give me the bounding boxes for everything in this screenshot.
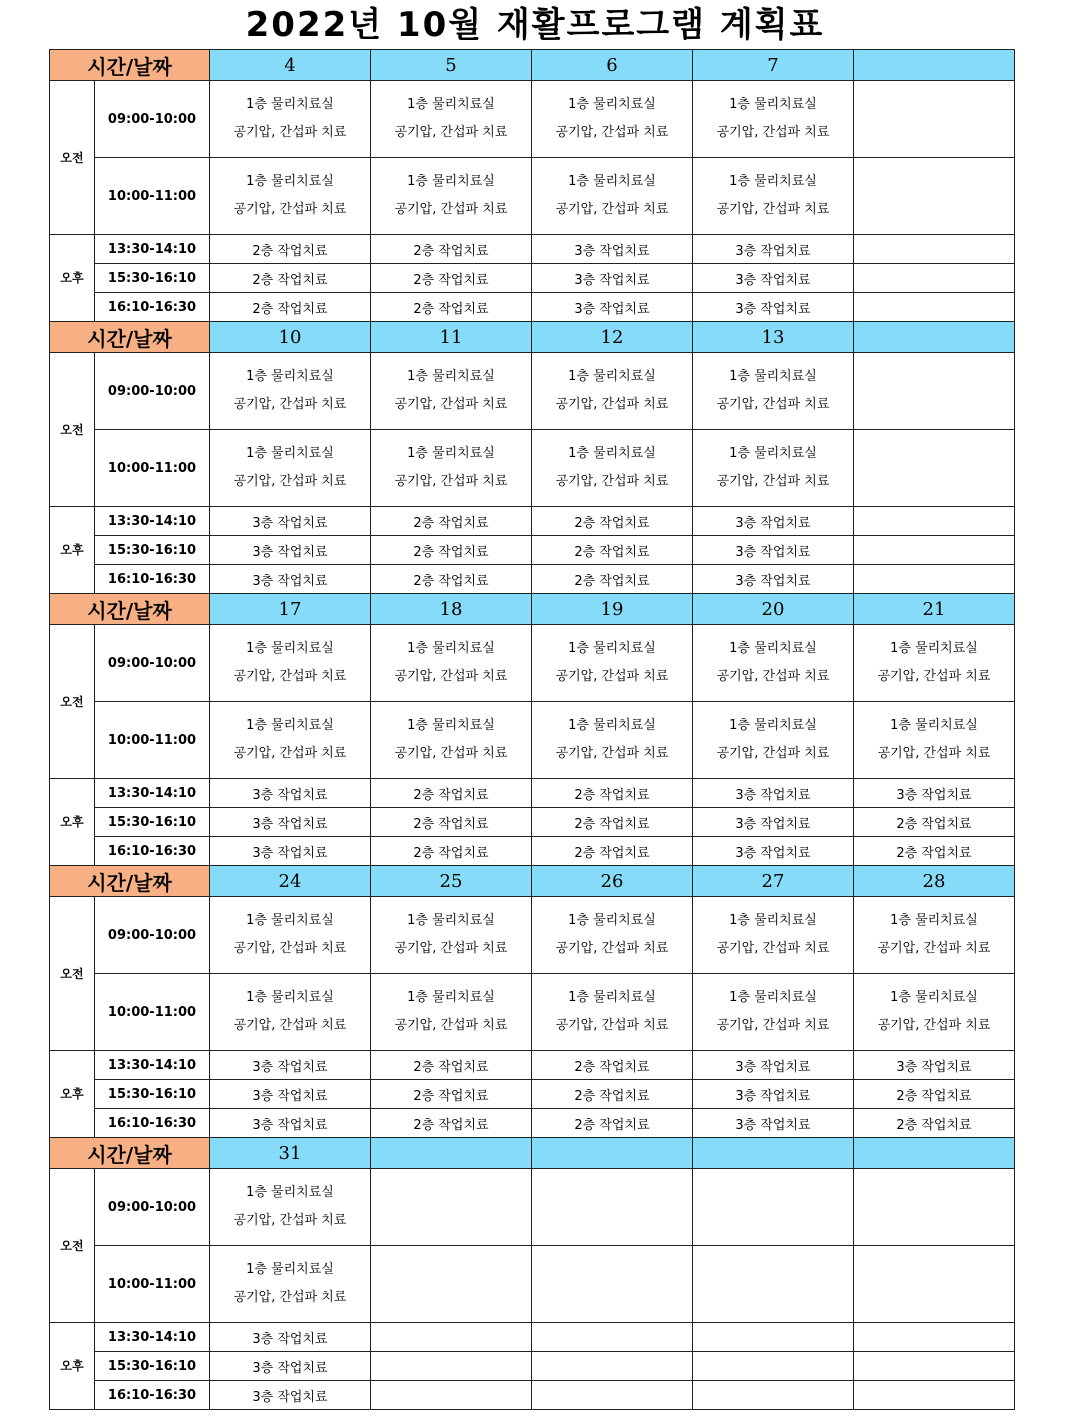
time-slot: 15:30-16:10 [95, 536, 210, 565]
therapy-type: 공기압, 간섭파 치료 [555, 1018, 669, 1033]
therapy-location: 1층 물리치료실 [246, 446, 334, 461]
therapy-location: 1층 물리치료실 [246, 718, 334, 733]
therapy-location: 1층 물리치료실 [729, 641, 817, 656]
date-header: 24 [210, 866, 371, 897]
am-row [50, 897, 1015, 974]
time-slot: 09:00-10:00 [95, 353, 210, 430]
time-slot: 10:00-11:00 [95, 158, 210, 235]
empty-cell [693, 1352, 854, 1381]
therapy-cell: 3층 작업치료 [210, 1381, 371, 1410]
week-header-row [50, 322, 1015, 353]
date-header: 20 [693, 594, 854, 625]
therapy-cell [371, 974, 532, 1051]
empty-cell [854, 507, 1015, 536]
therapy-cell: 2층 작업치료 [371, 1109, 532, 1138]
therapy-cell: 3층 작업치료 [210, 1323, 371, 1352]
therapy-cell: 2층 작업치료 [371, 1051, 532, 1080]
therapy-type: 공기압, 간섭파 치료 [716, 669, 830, 684]
therapy-cell: 2층 작업치료 [532, 507, 693, 536]
therapy-cell [371, 430, 532, 507]
therapy-cell: 3층 작업치료 [210, 808, 371, 837]
therapy-cell: 2층 작업치료 [371, 1080, 532, 1109]
period-am: 오전 [50, 897, 95, 1051]
therapy-cell: 3층 작업치료 [854, 779, 1015, 808]
therapy-cell: 3층 작업치료 [210, 1109, 371, 1138]
therapy-type: 공기압, 간섭파 치료 [716, 125, 830, 140]
am-row [50, 625, 1015, 702]
time-slot: 16:10-16:30 [95, 1109, 210, 1138]
time-slot: 15:30-16:10 [95, 1352, 210, 1381]
am-row [50, 1246, 1015, 1323]
therapy-cell [210, 1169, 371, 1246]
therapy-cell: 2층 작업치료 [371, 536, 532, 565]
therapy-cell: 2층 작업치료 [532, 1109, 693, 1138]
empty-cell [693, 1323, 854, 1352]
time-slot: 09:00-10:00 [95, 1169, 210, 1246]
therapy-type: 공기압, 간섭파 치료 [716, 746, 830, 761]
date-header [854, 50, 1015, 81]
therapy-cell: 2층 작업치료 [371, 837, 532, 866]
time-slot: 10:00-11:00 [95, 430, 210, 507]
therapy-location: 1층 물리치료실 [246, 174, 334, 189]
therapy-cell: 2층 작업치료 [532, 1080, 693, 1109]
therapy-cell: 2층 작업치료 [371, 565, 532, 594]
period-am: 오전 [50, 1169, 95, 1323]
date-header: 18 [371, 594, 532, 625]
therapy-cell [693, 158, 854, 235]
am-row [50, 430, 1015, 507]
therapy-cell: 3층 작업치료 [532, 235, 693, 264]
therapy-type: 공기압, 간섭파 치료 [233, 1213, 347, 1228]
header-label: 시간/날짜 [50, 322, 210, 353]
therapy-type: 공기압, 간섭파 치료 [716, 941, 830, 956]
therapy-type: 공기압, 간섭파 치료 [877, 941, 991, 956]
time-slot: 16:10-16:30 [95, 1381, 210, 1410]
therapy-location: 1층 물리치료실 [246, 913, 334, 928]
date-header [854, 1138, 1015, 1169]
therapy-location: 1층 물리치료실 [568, 97, 656, 112]
time-slot: 15:30-16:10 [95, 1080, 210, 1109]
therapy-type: 공기압, 간섭파 치료 [877, 1018, 991, 1033]
time-slot: 13:30-14:10 [95, 235, 210, 264]
therapy-cell [210, 974, 371, 1051]
therapy-cell: 3층 작업치료 [693, 1109, 854, 1138]
therapy-cell: 3층 작업치료 [854, 1051, 1015, 1080]
therapy-type: 공기압, 간섭파 치료 [877, 746, 991, 761]
time-slot: 10:00-11:00 [95, 1246, 210, 1323]
empty-cell [532, 1169, 693, 1246]
empty-cell [854, 1169, 1015, 1246]
therapy-type: 공기압, 간섭파 치료 [233, 1290, 347, 1305]
empty-cell [532, 1381, 693, 1410]
therapy-cell [210, 158, 371, 235]
therapy-cell [371, 625, 532, 702]
empty-cell [854, 1323, 1015, 1352]
therapy-location: 1층 물리치료실 [729, 174, 817, 189]
therapy-location: 1층 물리치료실 [407, 174, 495, 189]
therapy-cell [210, 81, 371, 158]
therapy-location: 1층 물리치료실 [407, 446, 495, 461]
pm-row [50, 293, 1015, 322]
therapy-cell [532, 702, 693, 779]
therapy-location: 1층 물리치료실 [890, 990, 978, 1005]
therapy-type: 공기압, 간섭파 치료 [394, 125, 508, 140]
empty-cell [854, 293, 1015, 322]
therapy-cell: 2층 작업치료 [371, 264, 532, 293]
therapy-cell [854, 897, 1015, 974]
therapy-type: 공기압, 간섭파 치료 [555, 669, 669, 684]
therapy-cell: 2층 작업치료 [854, 1109, 1015, 1138]
empty-cell [854, 158, 1015, 235]
date-header: 19 [532, 594, 693, 625]
week-header-row [50, 594, 1015, 625]
therapy-location: 1층 물리치료실 [246, 1262, 334, 1277]
therapy-cell [532, 430, 693, 507]
time-slot: 09:00-10:00 [95, 81, 210, 158]
therapy-cell: 2층 작업치료 [210, 264, 371, 293]
therapy-cell: 3층 작업치료 [693, 808, 854, 837]
date-header [854, 322, 1015, 353]
date-header: 13 [693, 322, 854, 353]
therapy-location: 1층 물리치료실 [246, 97, 334, 112]
pm-row [50, 507, 1015, 536]
empty-cell [854, 565, 1015, 594]
therapy-cell [371, 81, 532, 158]
empty-cell [532, 1352, 693, 1381]
header-label: 시간/날짜 [50, 1138, 210, 1169]
period-pm: 오후 [50, 507, 95, 594]
therapy-cell [532, 625, 693, 702]
therapy-location: 1층 물리치료실 [407, 990, 495, 1005]
therapy-location: 1층 물리치료실 [729, 913, 817, 928]
pm-row [50, 837, 1015, 866]
time-slot: 13:30-14:10 [95, 1323, 210, 1352]
date-header: 26 [532, 866, 693, 897]
therapy-cell: 3층 작업치료 [210, 507, 371, 536]
date-header: 17 [210, 594, 371, 625]
therapy-location: 1층 물리치료실 [729, 990, 817, 1005]
empty-cell [371, 1381, 532, 1410]
period-am: 오전 [50, 81, 95, 235]
therapy-cell: 2층 작업치료 [371, 293, 532, 322]
date-header: 28 [854, 866, 1015, 897]
therapy-location: 1층 물리치료실 [729, 369, 817, 384]
empty-cell [371, 1169, 532, 1246]
time-slot: 15:30-16:10 [95, 808, 210, 837]
am-row [50, 1169, 1015, 1246]
therapy-cell [532, 158, 693, 235]
therapy-type: 공기압, 간섭파 치료 [233, 1018, 347, 1033]
therapy-type: 공기압, 간섭파 치료 [394, 397, 508, 412]
therapy-cell: 2층 작업치료 [532, 779, 693, 808]
therapy-cell [693, 353, 854, 430]
therapy-location: 1층 물리치료실 [568, 718, 656, 733]
time-slot: 10:00-11:00 [95, 702, 210, 779]
therapy-location: 1층 물리치료실 [890, 641, 978, 656]
therapy-cell: 3층 작업치료 [693, 565, 854, 594]
period-pm: 오후 [50, 779, 95, 866]
therapy-location: 1층 물리치료실 [407, 913, 495, 928]
empty-cell [693, 1381, 854, 1410]
therapy-cell: 2층 작업치료 [371, 779, 532, 808]
therapy-location: 1층 물리치료실 [568, 641, 656, 656]
therapy-cell [532, 897, 693, 974]
therapy-location: 1층 물리치료실 [890, 718, 978, 733]
therapy-cell: 3층 작업치료 [210, 565, 371, 594]
empty-cell [854, 264, 1015, 293]
empty-cell [532, 1323, 693, 1352]
period-pm: 오후 [50, 235, 95, 322]
therapy-type: 공기압, 간섭파 치료 [394, 941, 508, 956]
empty-cell [854, 353, 1015, 430]
date-header [532, 1138, 693, 1169]
therapy-cell: 3층 작업치료 [693, 1080, 854, 1109]
therapy-cell: 2층 작업치료 [854, 1080, 1015, 1109]
therapy-cell: 3층 작업치료 [210, 1080, 371, 1109]
therapy-cell [693, 625, 854, 702]
therapy-cell [371, 702, 532, 779]
therapy-type: 공기압, 간섭파 치료 [394, 1018, 508, 1033]
header-label: 시간/날짜 [50, 866, 210, 897]
therapy-cell [854, 974, 1015, 1051]
therapy-type: 공기압, 간섭파 치료 [394, 669, 508, 684]
therapy-location: 1층 물리치료실 [407, 369, 495, 384]
empty-cell [693, 1246, 854, 1323]
date-header [371, 1138, 532, 1169]
pm-row [50, 1080, 1015, 1109]
therapy-type: 공기압, 간섭파 치료 [877, 669, 991, 684]
period-am: 오전 [50, 353, 95, 507]
time-slot: 15:30-16:10 [95, 264, 210, 293]
therapy-cell: 2층 작업치료 [854, 837, 1015, 866]
therapy-type: 공기압, 간섭파 치료 [555, 941, 669, 956]
therapy-cell: 2층 작업치료 [210, 235, 371, 264]
therapy-cell [210, 897, 371, 974]
pm-row [50, 1323, 1015, 1352]
therapy-type: 공기압, 간섭파 치료 [555, 125, 669, 140]
therapy-cell: 3층 작업치료 [210, 1051, 371, 1080]
therapy-location: 1층 물리치료실 [407, 641, 495, 656]
time-slot: 09:00-10:00 [95, 897, 210, 974]
empty-cell [854, 81, 1015, 158]
therapy-cell: 2층 작업치료 [854, 808, 1015, 837]
therapy-location: 1층 물리치료실 [729, 97, 817, 112]
time-slot: 13:30-14:10 [95, 779, 210, 808]
therapy-cell: 2층 작업치료 [532, 565, 693, 594]
therapy-cell: 2층 작업치료 [532, 536, 693, 565]
time-slot: 13:30-14:10 [95, 1051, 210, 1080]
therapy-cell [693, 897, 854, 974]
empty-cell [854, 1246, 1015, 1323]
therapy-type: 공기압, 간섭파 치료 [233, 746, 347, 761]
therapy-type: 공기압, 간섭파 치료 [233, 669, 347, 684]
time-slot: 09:00-10:00 [95, 625, 210, 702]
therapy-cell: 2층 작업치료 [532, 808, 693, 837]
therapy-type: 공기압, 간섭파 치료 [233, 397, 347, 412]
date-header: 31 [210, 1138, 371, 1169]
therapy-cell [693, 974, 854, 1051]
therapy-cell: 3층 작업치료 [210, 779, 371, 808]
pm-row [50, 1109, 1015, 1138]
therapy-cell [210, 625, 371, 702]
therapy-type: 공기압, 간섭파 치료 [233, 125, 347, 140]
therapy-type: 공기압, 간섭파 치료 [555, 397, 669, 412]
therapy-type: 공기압, 간섭파 치료 [716, 1018, 830, 1033]
therapy-type: 공기압, 간섭파 치료 [716, 202, 830, 217]
empty-cell [371, 1246, 532, 1323]
therapy-cell: 3층 작업치료 [693, 293, 854, 322]
date-header: 21 [854, 594, 1015, 625]
therapy-location: 1층 물리치료실 [407, 97, 495, 112]
therapy-location: 1층 물리치료실 [407, 718, 495, 733]
therapy-cell: 2층 작업치료 [371, 507, 532, 536]
therapy-location: 1층 물리치료실 [568, 369, 656, 384]
am-row [50, 81, 1015, 158]
time-slot: 16:10-16:30 [95, 837, 210, 866]
date-header: 25 [371, 866, 532, 897]
therapy-location: 1층 물리치료실 [568, 446, 656, 461]
therapy-type: 공기압, 간섭파 치료 [233, 941, 347, 956]
therapy-cell [854, 702, 1015, 779]
pm-row [50, 235, 1015, 264]
therapy-cell: 3층 작업치료 [532, 264, 693, 293]
empty-cell [854, 1352, 1015, 1381]
pm-row [50, 536, 1015, 565]
therapy-cell: 3층 작업치료 [693, 264, 854, 293]
therapy-cell: 2층 작업치료 [371, 808, 532, 837]
therapy-type: 공기압, 간섭파 치료 [233, 474, 347, 489]
am-row [50, 702, 1015, 779]
therapy-cell [371, 158, 532, 235]
page-title: 2022년 10월 재활프로그램 계획표 [245, 5, 825, 45]
date-header: 27 [693, 866, 854, 897]
therapy-cell: 3층 작업치료 [210, 536, 371, 565]
date-header: 6 [532, 50, 693, 81]
empty-cell [371, 1352, 532, 1381]
time-slot: 16:10-16:30 [95, 565, 210, 594]
therapy-cell [854, 625, 1015, 702]
therapy-cell: 2층 작업치료 [371, 235, 532, 264]
pm-row [50, 808, 1015, 837]
therapy-cell [693, 430, 854, 507]
pm-row [50, 779, 1015, 808]
date-header: 12 [532, 322, 693, 353]
therapy-cell: 2층 작업치료 [532, 1051, 693, 1080]
therapy-cell: 3층 작업치료 [210, 837, 371, 866]
therapy-cell: 3층 작업치료 [693, 507, 854, 536]
therapy-cell: 3층 작업치료 [210, 1352, 371, 1381]
therapy-cell [693, 81, 854, 158]
week-header-row [50, 866, 1015, 897]
date-header: 11 [371, 322, 532, 353]
therapy-type: 공기압, 간섭파 치료 [555, 202, 669, 217]
therapy-cell: 2층 작업치료 [210, 293, 371, 322]
therapy-location: 1층 물리치료실 [729, 718, 817, 733]
therapy-cell: 3층 작업치료 [693, 837, 854, 866]
therapy-cell: 2층 작업치료 [532, 837, 693, 866]
therapy-cell: 3층 작업치료 [532, 293, 693, 322]
pm-row [50, 264, 1015, 293]
period-pm: 오후 [50, 1323, 95, 1410]
therapy-cell [693, 702, 854, 779]
therapy-cell [210, 702, 371, 779]
therapy-type: 공기압, 간섭파 치료 [233, 202, 347, 217]
therapy-cell [210, 353, 371, 430]
therapy-type: 공기압, 간섭파 치료 [394, 202, 508, 217]
period-am: 오전 [50, 625, 95, 779]
header-label: 시간/날짜 [50, 50, 210, 81]
header-label: 시간/날짜 [50, 594, 210, 625]
therapy-cell [210, 430, 371, 507]
therapy-cell [532, 81, 693, 158]
therapy-cell: 3층 작업치료 [693, 1051, 854, 1080]
therapy-type: 공기압, 간섭파 치료 [555, 746, 669, 761]
week-header-row [50, 1138, 1015, 1169]
pm-row [50, 1381, 1015, 1410]
date-header: 5 [371, 50, 532, 81]
therapy-type: 공기압, 간섭파 치료 [716, 397, 830, 412]
date-header [693, 1138, 854, 1169]
week-header-row [50, 50, 1015, 81]
am-row [50, 158, 1015, 235]
therapy-cell: 3층 작업치료 [693, 779, 854, 808]
date-header: 4 [210, 50, 371, 81]
therapy-location: 1층 물리치료실 [568, 990, 656, 1005]
date-header: 7 [693, 50, 854, 81]
therapy-cell [371, 353, 532, 430]
pm-row [50, 1352, 1015, 1381]
therapy-cell [532, 974, 693, 1051]
empty-cell [854, 235, 1015, 264]
empty-cell [371, 1323, 532, 1352]
empty-cell [854, 430, 1015, 507]
therapy-location: 1층 물리치료실 [246, 369, 334, 384]
empty-cell [854, 1381, 1015, 1410]
period-pm: 오후 [50, 1051, 95, 1138]
time-slot: 13:30-14:10 [95, 507, 210, 536]
therapy-cell [532, 353, 693, 430]
therapy-cell [210, 1246, 371, 1323]
am-row [50, 353, 1015, 430]
am-row [50, 974, 1015, 1051]
time-slot: 10:00-11:00 [95, 974, 210, 1051]
therapy-cell [371, 897, 532, 974]
therapy-type: 공기압, 간섭파 치료 [716, 474, 830, 489]
empty-cell [532, 1246, 693, 1323]
pm-row [50, 565, 1015, 594]
therapy-location: 1층 물리치료실 [568, 174, 656, 189]
therapy-location: 1층 물리치료실 [890, 913, 978, 928]
therapy-type: 공기압, 간섭파 치료 [394, 474, 508, 489]
time-slot: 16:10-16:30 [95, 293, 210, 322]
schedule-table [49, 49, 1015, 1410]
therapy-type: 공기압, 간섭파 치료 [555, 474, 669, 489]
date-header: 10 [210, 322, 371, 353]
therapy-location: 1층 물리치료실 [568, 913, 656, 928]
empty-cell [693, 1169, 854, 1246]
therapy-location: 1층 물리치료실 [729, 446, 817, 461]
therapy-cell: 3층 작업치료 [693, 536, 854, 565]
pm-row [50, 1051, 1015, 1080]
therapy-cell: 3층 작업치료 [693, 235, 854, 264]
therapy-location: 1층 물리치료실 [246, 990, 334, 1005]
empty-cell [854, 536, 1015, 565]
therapy-type: 공기압, 간섭파 치료 [394, 746, 508, 761]
therapy-location: 1층 물리치료실 [246, 641, 334, 656]
therapy-location: 1층 물리치료실 [246, 1185, 334, 1200]
